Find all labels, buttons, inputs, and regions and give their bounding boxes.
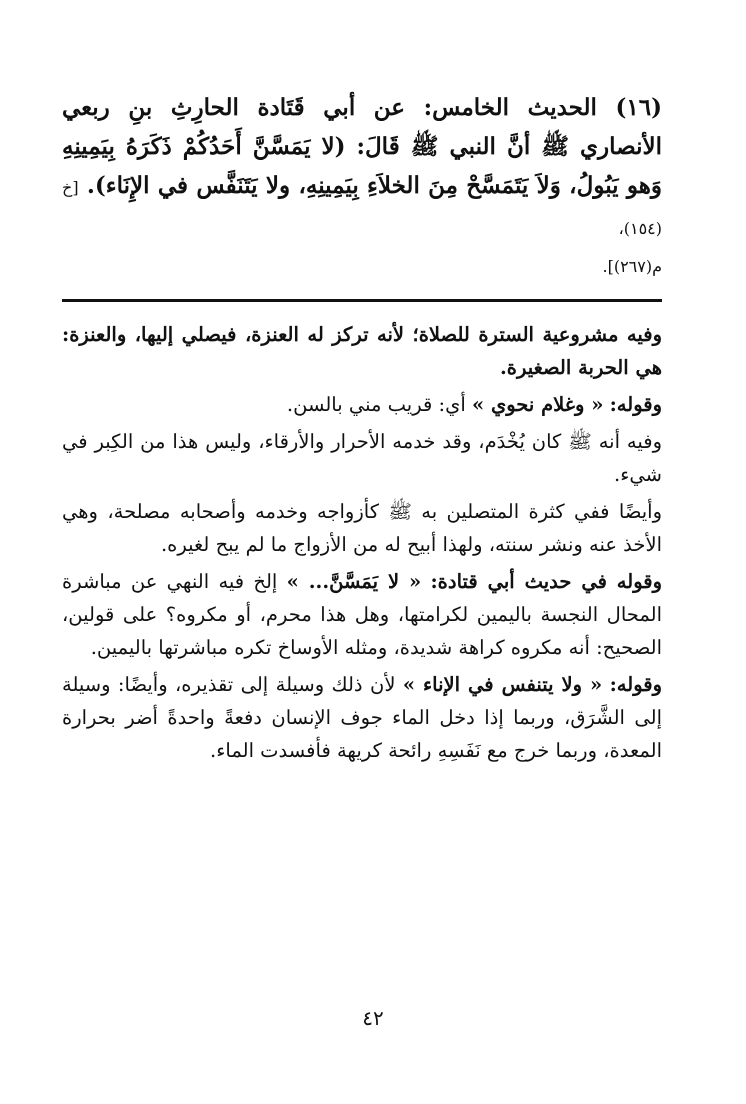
commentary-paragraph-4 <box>62 495 662 561</box>
commentary-p2-quote: « وغلام نحوي » <box>471 393 604 416</box>
hadith-reference-muslim: م(٢٦٧)]. <box>602 257 662 276</box>
commentary-paragraph-6 <box>62 668 662 767</box>
commentary-p1-text: وفيه مشروعية السترة للصلاة؛ لأنه تركز له العنزة، فيصلي إليها، والعنزة: هي الحربة الصغيرة. <box>62 323 662 379</box>
commentary-paragraph-2 <box>62 388 662 421</box>
hadith-title: الحديث الخامس: <box>423 94 597 121</box>
commentary-p5-label: وقوله في حديث أبي قتادة: <box>430 570 663 593</box>
commentary-p2-label: وقوله: <box>609 393 662 416</box>
commentary-paragraph-5 <box>62 565 662 664</box>
page-number: ٤٢ <box>362 1006 384 1030</box>
commentary-p3-text: وفيه أنه ﷺ كان يُخْدَم، وقد خدمه الأحرار والأرقاء، وليس هذا من الكِبر في شيء. <box>62 430 662 486</box>
commentary-p6-label: وقوله: <box>609 673 662 696</box>
commentary-p5-quote: « لا يَمَسَّنَّ... » <box>286 570 422 593</box>
commentary-paragraph-1 <box>62 318 662 384</box>
hadith-text <box>62 88 662 282</box>
footnote-divider <box>62 299 662 302</box>
commentary-paragraph-3 <box>62 425 662 491</box>
hadith-block <box>62 88 662 282</box>
commentary-p4-text: وأيضًا ففي كثرة المتصلين به ﷺ كأزواجه وخدمه وأصحابه مصلحة، وهي الأخذ عنه ونشر سنته، ولهذا أبيح له من الأزواج ما لم يبح لغيره. <box>62 500 662 556</box>
hadith-number: (١٦) <box>615 94 663 121</box>
hadith-body: عن أبي قَتَادة الحارِثِ بنِ ربعي الأنصاري ﷺ أنَّ النبي ﷺ قَالَ: (لا يَمَسَّنَّ أَحَدُكُمْ ذَكَرَهُ بِيَمِينِهِ وَهو يَبُولُ، وَلاَ يَتَمَسَّحْ مِنَ الخلاَءِ بِيَمِينِهِ، ولا يَتَنَفَّس في الإِنَاء). <box>62 94 662 199</box>
commentary-p6-rest: لأن ذلك وسيلة إلى تقذيره، وأيضًا: وسيلة إلى الشَّرَق، وربما إذا دخل الماء جوف الإنسان دفعةً واحدةً أضر بحرارة المعدة، وربما خرج مع نَفَسِهِ رائحة كريهة فأفسدت الماء. <box>62 673 662 762</box>
commentary-p6-quote: « ولا يتنفس في الإناء » <box>402 673 603 696</box>
commentary-p2-rest: أي: قريب مني بالسن. <box>286 393 466 416</box>
hadith-reference-bukhari: [خ (١٥٤)، <box>62 178 662 238</box>
commentary-p5-rest: إلخ فيه النهي عن مباشرة المحال النجسة باليمين لكرامتها، وهل هذا محرم، أو مكروه؟ على قولين، الصحيح: أنه مكروه كراهة شديدة، ومثله الأوساخ تكره مباشرتها باليمين. <box>62 570 662 659</box>
commentary-section <box>62 318 662 771</box>
